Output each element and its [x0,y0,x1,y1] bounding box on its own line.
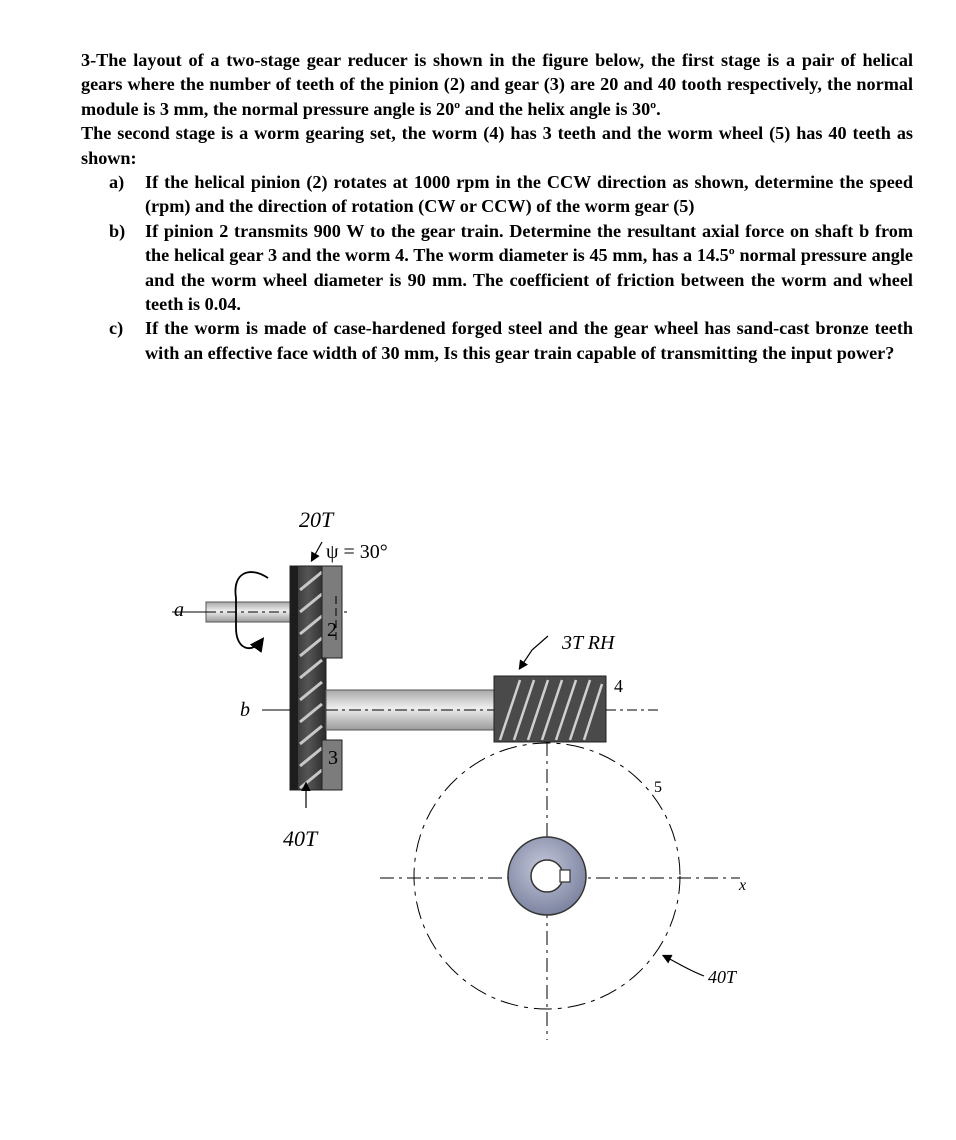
helix-angle-label: ψ = 30° [326,541,388,563]
part-label: a) [109,172,125,193]
worm-4 [494,676,660,742]
problem-second-stage: The second stage is a worm gearing set, the worm (4) has 3 teeth and the worm wheel (5) has 40 teeth as shown: [81,123,913,168]
part-text: If pinion 2 transmits 900 W to the gear train. Determine the resultant axial force on shaft b from the helical gear 3 and the worm 4. The worm diameter is 45 mm, has a 14.5º normal pressure angle and the worm wheel diameter is 90 mm. The coefficient of friction between the worm and wheel teeth is 0.04. [145,220,913,315]
part-text: If the worm is made of case-hardened forged steel and the gear wheel has sand-cast bronze teeth with an effective face width of 30 mm, Is this gear train capable of transmitting the input power? [145,318,913,363]
worm-wheel-5 [380,742,740,1040]
worm-leader [520,636,548,668]
part-text: If the helical pinion (2) rotates at 1000 rpm in the CCW direction as shown, determine the speed (rpm) and the direction of rotation (CW or CCW) of the worm gear (5) [145,172,913,217]
pinion-number: 2 [327,619,337,641]
wheel-teeth-label: 40T [708,967,737,987]
wheel-leader [664,956,704,976]
gear-number: 3 [328,747,338,769]
x-axis-label: x [739,877,747,894]
helix-leader [312,542,322,560]
worm-number: 4 [614,676,623,696]
problem-intro: 3-The layout of a two-stage gear reducer is shown in the figure below, the first stage is a pair of helical gears where the number of teeth of the pinion (2) and gear (3) are 20 and 40 tooth respectively, the normal module is 3 mm, the normal pressure angle is 20º and the helix angle is 30º. [81,50,913,119]
worm-label: 3T RH [562,632,615,654]
shaft-b-label: b [240,699,250,721]
part-label: c) [109,318,124,339]
shaft-a-label: a [174,599,184,621]
part-label: b) [109,220,126,241]
pinion-teeth-label: 20T [299,507,334,532]
gear-teeth-label: 40T [283,826,318,851]
wheel-number: 5 [654,779,662,796]
